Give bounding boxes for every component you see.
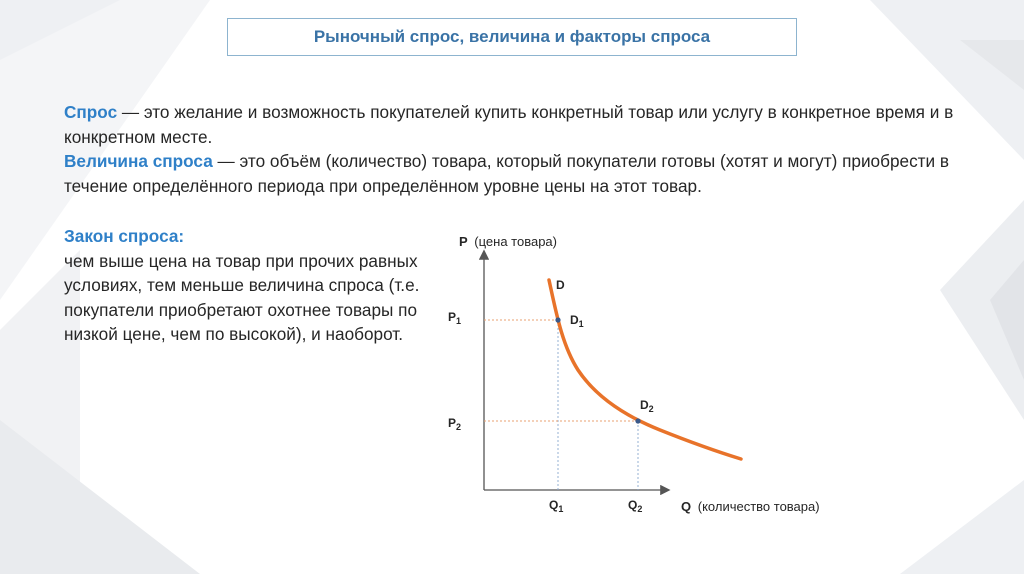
- law-of-demand-title: Закон спроса:: [64, 226, 185, 246]
- quantity-demanded-definition: — это объём (количество) товара, который покупатели готовы (хотят и могут) приобрести в течение определённого периода при определённом уровне цены на этот товар.: [64, 151, 950, 196]
- point-d1: [555, 317, 560, 322]
- title-box: [227, 18, 797, 56]
- y-axis-label: P (цена товара): [459, 234, 557, 249]
- label-p2: $P_2$: [448, 416, 462, 432]
- label-q2: $Q_2$: [628, 498, 643, 514]
- label-p1: $P_1$: [448, 310, 462, 326]
- point-d2: [635, 418, 640, 423]
- definition-paragraph: [64, 100, 964, 198]
- quantity-demanded-term: Величина спроса: [64, 151, 213, 172]
- demand-curve-chart: [430, 228, 850, 528]
- label-d2: $D_2$: [640, 398, 654, 414]
- law-of-demand-text: чем выше цена на товар при прочих равных условиях, тем меньше величина спроса (т.е. покупатели приобретают охотнее товары по низкой цене, чем по высокой), и наоборот.: [64, 250, 420, 345]
- demand-term: Спрос: [64, 102, 118, 122]
- label-d1: $D_1$: [570, 313, 584, 329]
- law-of-demand-block: [64, 224, 444, 347]
- x-axis-label: Q (количество товара): [681, 499, 820, 514]
- page-title: Рыночный спрос, величина и факторы спроса: [313, 27, 711, 46]
- label-q1: $Q_1$: [549, 498, 564, 514]
- demand-curve: [549, 280, 741, 459]
- curve-label-d: D: [556, 278, 565, 292]
- demand-definition: — это желание и возможность покупателей купить конкретный товар или услугу в конкретное время и в конкретном месте.: [64, 102, 954, 147]
